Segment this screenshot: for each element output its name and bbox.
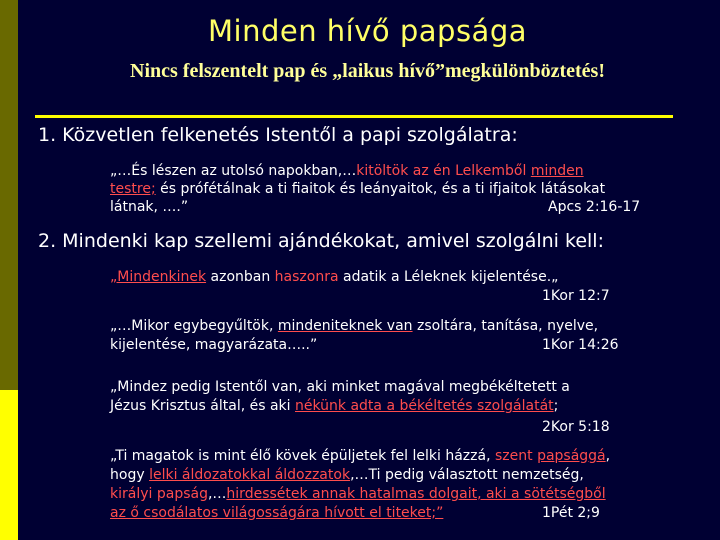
quote-1-line-1: [110, 162, 584, 180]
quote-3-reference: 1Kor 14:26: [542, 337, 619, 353]
quote-highlight: lelki áldozatokkal áldozzatok: [149, 467, 351, 483]
quote-text: ,…: [207, 486, 227, 502]
quote-2-line-1: [110, 268, 558, 286]
quote-highlight: testre;: [110, 181, 156, 197]
quote-4-line-1: „Mindez pedig Istentől van, aki minket magával megbékéltetett a: [110, 379, 570, 395]
quote-text: azonban: [206, 269, 275, 285]
slide-title: Minden hívő papsága: [207, 14, 527, 48]
quote-text: „Ti magatok is mint élő kövek épüljetek fel lelki házzá,: [110, 448, 495, 464]
quote-text: és prófétálnak a ti fiaitok és leányaitok, és a ti ifjaitok látásokat: [155, 181, 606, 197]
quote-1-line-3: [110, 198, 188, 216]
quote-text: „…Mikor egybegyűltök,: [110, 318, 278, 334]
quote-text: látnak, ….”: [110, 199, 189, 215]
quote-highlight: az ő csodálatos világosságára hívott el titeket;”: [110, 505, 444, 521]
slide-subtitle: Nincs felszentelt pap és „laikus hívő”megkülönböztetés!: [130, 60, 605, 82]
quote-1-reference: Apcs 2:16-17: [548, 199, 641, 215]
quote-text: ;: [553, 398, 559, 414]
quote-text: „…És lészen az utolsó napokban,…: [110, 163, 357, 179]
quote-2-reference: 1Kor 12:7: [542, 288, 610, 304]
quote-text: Jézus Krisztus által, és aki: [110, 398, 295, 414]
quote-highlight: királyi papság: [110, 486, 208, 502]
quote-underlined: mindeniteknek van: [277, 318, 413, 334]
quote-3-line-1: [110, 317, 598, 335]
point-1-heading: 1. Közvetlen felkenetés Istentől a papi szolgálatra:: [38, 124, 518, 146]
quote-highlight: hirdessétek annak hatalmas dolgait, aki a sötétségből: [226, 486, 606, 502]
quote-5-line-4: [110, 504, 443, 522]
quote-4-line-2: [110, 397, 558, 415]
quote-1-line-2: [110, 180, 605, 198]
quote-5-reference: 1Pét 2;9: [542, 505, 600, 521]
quote-5-line-2: [110, 466, 584, 484]
quote-highlight: szent: [494, 448, 538, 464]
quote-highlight: kitöltök az én Lelkemből: [356, 163, 527, 179]
quote-4-reference: 2Kor 5:18: [542, 419, 610, 435]
quote-text: ,…Ti pedig választott nemzetség,: [350, 467, 584, 483]
sidebar-accent-bar: [0, 390, 18, 540]
divider-rule: [35, 115, 673, 118]
point-2-heading: 2. Mindenki kap szellemi ajándékokat, amivel szolgálni kell:: [38, 230, 604, 252]
quote-highlight: minden: [530, 163, 584, 179]
quote-5-line-1: [110, 447, 610, 465]
quote-highlight: papsággá: [537, 448, 606, 464]
quote-highlight: nékünk adta a békéltetés szolgálatát: [295, 398, 554, 414]
quote-text: ,: [605, 448, 611, 464]
quote-text: zsoltára, tanítása, nyelve,: [412, 318, 599, 334]
quote-3-line-2: [110, 336, 317, 354]
quote-text: hogy: [110, 467, 150, 483]
quote-5-line-3: [110, 485, 606, 503]
quote-highlight: „Mindenkinek: [110, 269, 207, 285]
quote-text: kijelentése, magyarázata…..”: [110, 337, 318, 353]
quote-text: adatik a Léleknek kijelentése.„: [338, 269, 559, 285]
quote-highlight: haszonra: [274, 269, 339, 285]
